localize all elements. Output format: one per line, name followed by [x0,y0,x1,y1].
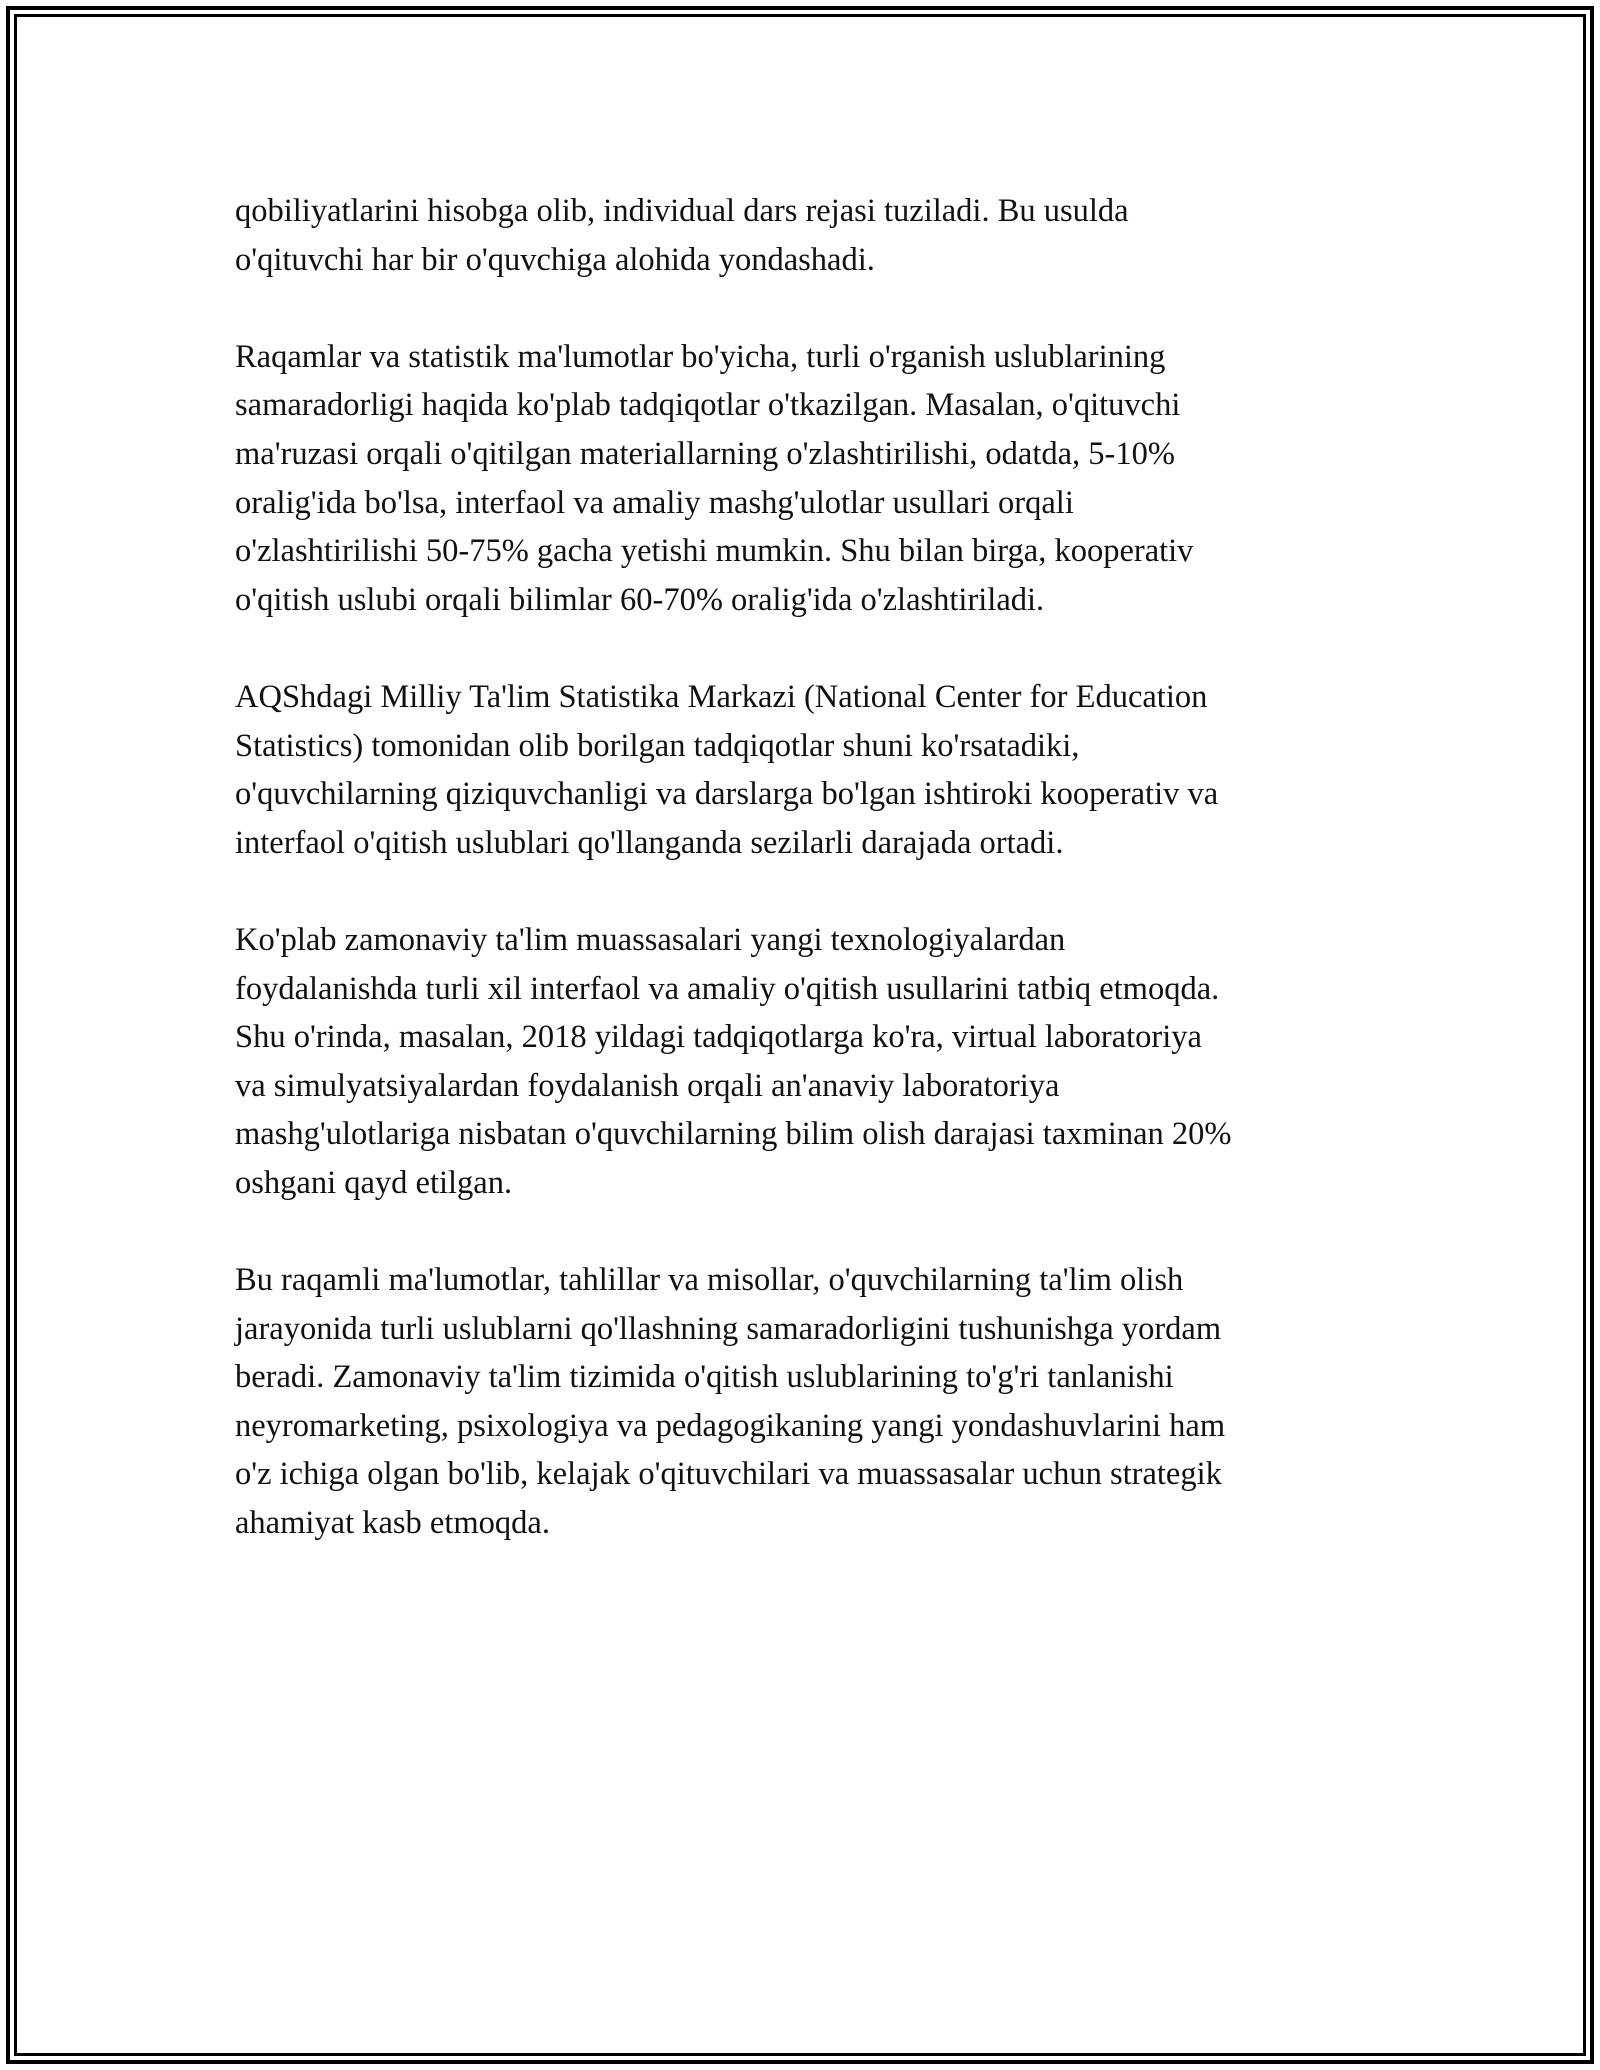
text-line: oralig'ida bo'lsa, interfaol va amaliy mashg'ulotlar usullari orqali [235,484,1074,521]
text-line: oshgani qayd etilgan. [235,1164,513,1201]
text-line: Ko'plab zamonaviy ta'lim muassasalari yangi texnologiyalardan [235,921,1066,958]
text-line: neyromarketing, psixologiya va pedagogikaning yangi yondashuvlarini ham [235,1407,1226,1444]
text-line: Bu raqamli ma'lumotlar, tahlillar va misollar, o'quvchilarning ta'lim olish [235,1262,1184,1299]
text-line: ma'ruzasi orqali o'qitilgan materiallarning o'zlashtirilishi, odatda, 5-10% [235,435,1175,472]
text-line: ahamiyat kasb etmoqda. [235,1505,550,1542]
text-line: o'qitish uslubi orqali bilimlar 60-70% oralig'ida o'zlashtiriladi. [235,581,1045,618]
text-line: o'z ichiga olgan bo'lib, kelajak o'qituvchilari va muassasalar uchun strategik [235,1456,1222,1493]
text-line: samaradorligi haqida ko'plab tadqiqotlar o'tkazilgan. Masalan, o'qituvchi [235,387,1181,424]
text-line: qobiliyatlarini hisobga olib, individual dars rejasi tuziladi. Bu usulda [235,193,1129,229]
text-line: va simulyatsiyalardan foydalanish orqali an'anaviy laboratoriya [235,1067,1060,1104]
paragraph-1 [235,187,1365,284]
text-line: beradi. Zamonaviy ta'lim tizimida o'qitish uslublarining to'g'ri tanlanishi [235,1359,1174,1396]
text-line: Raqamlar va statistik ma'lumotlar bo'yicha, turli o'rganish uslublarining [235,338,1166,375]
text-line: AQShdagi Milliy Ta'lim Statistika Markazi (National Center for Education [235,678,1208,715]
document-body [235,187,1365,1596]
text-line: interfaol o'qitish uslublari qo'llanganda sezilarli darajada ortadi. [235,824,1064,861]
text-line: mashg'ulotlariga nisbatan o'quvchilarning bilim olish darajasi taxminan 20% [235,1116,1232,1153]
text-line: Shu o'rinda, masalan, 2018 yildagi tadqiqotlarga ko'ra, virtual laboratoriya [235,1019,1202,1056]
text-line: Statistics) tomonidan olib borilgan tadqiqotlar shuni ko'rsatadiki, [235,727,1080,764]
paragraph-2 [235,333,1365,625]
text-line: o'qituvchi har bir o'quvchiga alohida yondashadi. [235,241,875,278]
paragraph-5 [235,1256,1365,1548]
text-line: foydalanishda turli xil interfaol va amaliy o'qitish usullarini tatbiq etmoqda. [235,970,1220,1007]
paragraph-4 [235,916,1365,1208]
text-line: jarayonida turli uslublarni qo'llashning samaradorligini tushunishga yordam [235,1310,1222,1347]
paragraph-3 [235,673,1365,867]
text-line: o'zlashtirilishi 50-75% gacha yetishi mumkin. Shu bilan birga, kooperativ [235,533,1194,570]
text-line: o'quvchilarning qiziquvchanligi va darslarga bo'lgan ishtiroki kooperativ va [235,776,1219,813]
